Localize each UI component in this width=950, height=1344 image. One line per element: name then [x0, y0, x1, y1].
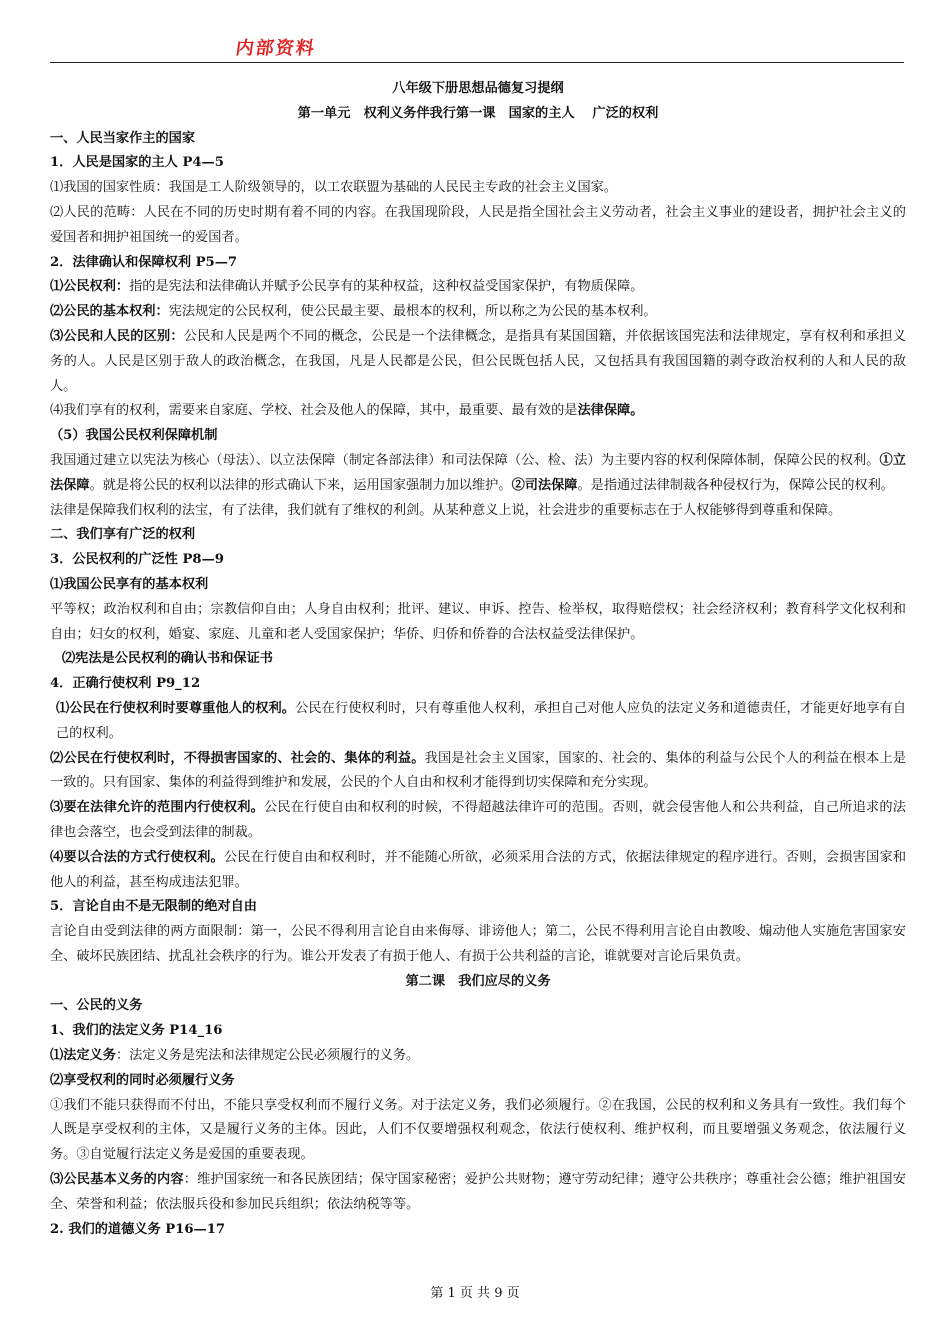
text: 。就是将公民的权利以法律的形式确认下来，运用国家强制力加以维护。: [89, 477, 512, 493]
term: ⑶要在法律允许的范围内行使权利。: [50, 800, 265, 816]
paragraph: [50, 747, 906, 797]
term: ⑴公民权利：: [50, 279, 130, 295]
paragraph: [50, 1168, 906, 1218]
text: 公民在行使自由和权利的时候，不得超越法律许可的范围。否则，就会侵害他人和公共利益，自己所追求的法律也会落空，也会受到法律的制裁。: [50, 800, 906, 840]
subsection-heading: 1、我们的法定义务 P14_16: [50, 1023, 223, 1039]
text: 公民在行使自由和权利时，并不能随心所欲，必须采用合法的方式，依据法律规定的程序进行。否则，会损害国家和他人的利益，甚至构成违法犯罪。: [50, 849, 907, 890]
term: ⑶公民和人民的区别：: [50, 328, 184, 344]
text: ⑷我们享有的权利，需要来自家庭、学校、社会及他人的保障，其中，最重要、最有效的是: [50, 403, 578, 419]
term: ⑴公民在行使权利时要尊重他人的权利。: [56, 700, 296, 716]
unit-title: 第一单元 权利义务伴我行第一课 国家的主人 广泛的权利: [297, 105, 659, 121]
paragraph: [50, 300, 906, 325]
text: 公民和人民是两个不同的概念，公民是一个法律概念，是指具有某国国籍，并依据该国宪法和法律规定，享有权利和承担义务的人。人民是区别于敌人的政治概念，在我国，凡是人民都是公民，但公民既包括人民，又包括具有我国国籍的剥夺政治权利的人和人民的敌人。: [50, 328, 906, 394]
subsection-heading: 1．人民是国家的主人 P4—5: [50, 155, 224, 171]
header-rule: [50, 62, 904, 63]
term: ①立法保障: [50, 452, 906, 493]
paragraph: [50, 399, 906, 424]
text: ：维护国家统一和各民族团结；保守国家秘密；爱护公共财物；遵守劳动纪律；遵守公共秩序；尊重社会公德；维护祖国安全、荣誉和利益；依法服兵役和参加民兵组织；依法纳税等等。: [50, 1172, 906, 1212]
subsection-heading: 4．正确行使权利 P9_12: [50, 676, 201, 692]
lesson-title: 第二课 我们应尽的义务: [405, 973, 551, 989]
subsection-heading: （5）我国公民权利保障机制: [50, 428, 218, 444]
text: ：法定义务是宪法和法律规定公民必须履行的义务。: [115, 1048, 420, 1064]
subsection-heading: ⑵宪法是公民权利的确认书和保证书: [62, 651, 273, 667]
term: ⑶公民基本义务的内容: [50, 1172, 184, 1188]
paragraph: [50, 275, 906, 300]
paragraph: ⑵人民的范畴：人民在不同的历史时期有着不同的内容。在我国现阶段，人民是指全国社会主义劳动者，社会主义事业的建设者，拥护社会主义的爱国者和拥护祖国统一的爱国者。: [50, 204, 906, 245]
page-number: 第 1 页 共 9 页: [430, 1286, 520, 1301]
text: 我国是社会主义国家，国家的、社会的、集体的利益与公民个人的利益在根本上是一致的。只有国家、集体的利益得到维护和发展，公民的个人自由和权利才能得到切实保障和充分实现。: [50, 750, 907, 791]
text: 公民在行使权利时，只有尊重他人权利，承担自己对他人应负的法定义务和道德责任，才能更好地享有自己的权利。: [56, 700, 907, 741]
term: ⑵公民在行使权利时，不得损害国家的、社会的、集体的利益。: [50, 750, 425, 766]
paragraph: 言论自由受到法律的两方面限制：第一，公民不得利用言论自由来侮辱、诽谤他人；第二，公民不得利用言论自由教唆、煽动他人实施危害国家安全、破坏民族团结、扰乱社会秩序的行为。谁公开发表了有损于他人、有损于公共利益的言论，谁就要对言论后果负责。: [50, 924, 906, 964]
subsection-heading: ⑴我国公民享有的基本权利: [50, 576, 209, 592]
subsection-heading: 2. 我们的道德义务 P16—17: [50, 1221, 226, 1237]
term: 法律保障。: [577, 403, 644, 419]
term: ⑴法定义务: [50, 1048, 116, 1064]
section-heading: 一、人民当家作主的国家: [50, 130, 196, 146]
paragraph: [50, 796, 906, 846]
paragraph: [50, 697, 906, 747]
text: 宪法规定的公民权利，使公民最主要、最根本的权利，所以称之为公民的基本权利。: [168, 304, 657, 320]
subsection-heading: 2．法律确认和保障权利 P5—7: [50, 254, 238, 270]
paragraph: 平等权；政治权利和自由；宗教信仰自由；人身自由权利；批评、建议、申诉、控告、检举权，取得赔偿权；社会经济权利；教育科学文化权利和自由；妇女的权利，婚宴、家庭、儿童和老人受国家保护；华侨、归侨和侨眷的合法权益受法律保护。: [50, 601, 906, 642]
section-heading: 二、我们享有广泛的权利: [50, 527, 196, 543]
term: ⑵公民的基本权利：: [50, 304, 169, 320]
document-body: [50, 77, 906, 1242]
paragraph: [50, 449, 906, 499]
paragraph: 法律是保障我们权利的法宝，有了法律，我们就有了维权的利剑。从某种意义上说，社会进步的重要标志在于人权能够得到尊重和保障。: [50, 502, 842, 518]
paragraph: ⑴我国的国家性质：我国是工人阶级领导的，以工农联盟为基础的人民民主专政的社会主义国家。: [50, 180, 618, 196]
text: 。是指通过法律制裁各种侵权行为，保障公民的权利。: [577, 477, 894, 493]
text: 我国通过建立以宪法为核心（母法）、以立法保障（制定各部法律）和司法保障（公、检、法）为主要内容的权利保障体制，保障公民的权利。: [50, 452, 880, 468]
subsection-heading: 5．言论自由不是无限制的绝对自由: [50, 899, 257, 915]
subsection-heading: 3．公民权利的广泛性 P8—9: [50, 552, 224, 568]
text: 指的是宪法和法律确认并赋予公民享有的某种权益，这种权益受国家保护，有物质保障。: [129, 279, 644, 295]
subsection-heading: ⑵享受权利的同时必须履行义务: [50, 1072, 235, 1088]
internal-material-stamp: 内部资料: [234, 38, 318, 59]
paragraph: [50, 325, 906, 399]
term: ⑷要以合法的方式行使权利。: [50, 849, 224, 865]
paragraph: ①我们不能只获得而不付出，不能只享受权利而不履行义务。对于法定义务，我们必须履行。②在我国，公民的权利和义务具有一致性。我们每个人既是享受权利的主体，又是履行义务的主体。因此，人们不仅要增强权利观念，依法行使权利、维护权利，而且要增强义务观念，依法履行义务。③自觉履行法定义务是爱国的重要表现。: [50, 1097, 906, 1163]
term: ②司法保障: [511, 477, 578, 493]
section-heading: 一、公民的义务: [50, 998, 143, 1014]
paragraph: [50, 846, 906, 896]
paragraph: [50, 1044, 906, 1069]
document-title: 八年级下册思想品德复习提纲: [392, 81, 564, 96]
